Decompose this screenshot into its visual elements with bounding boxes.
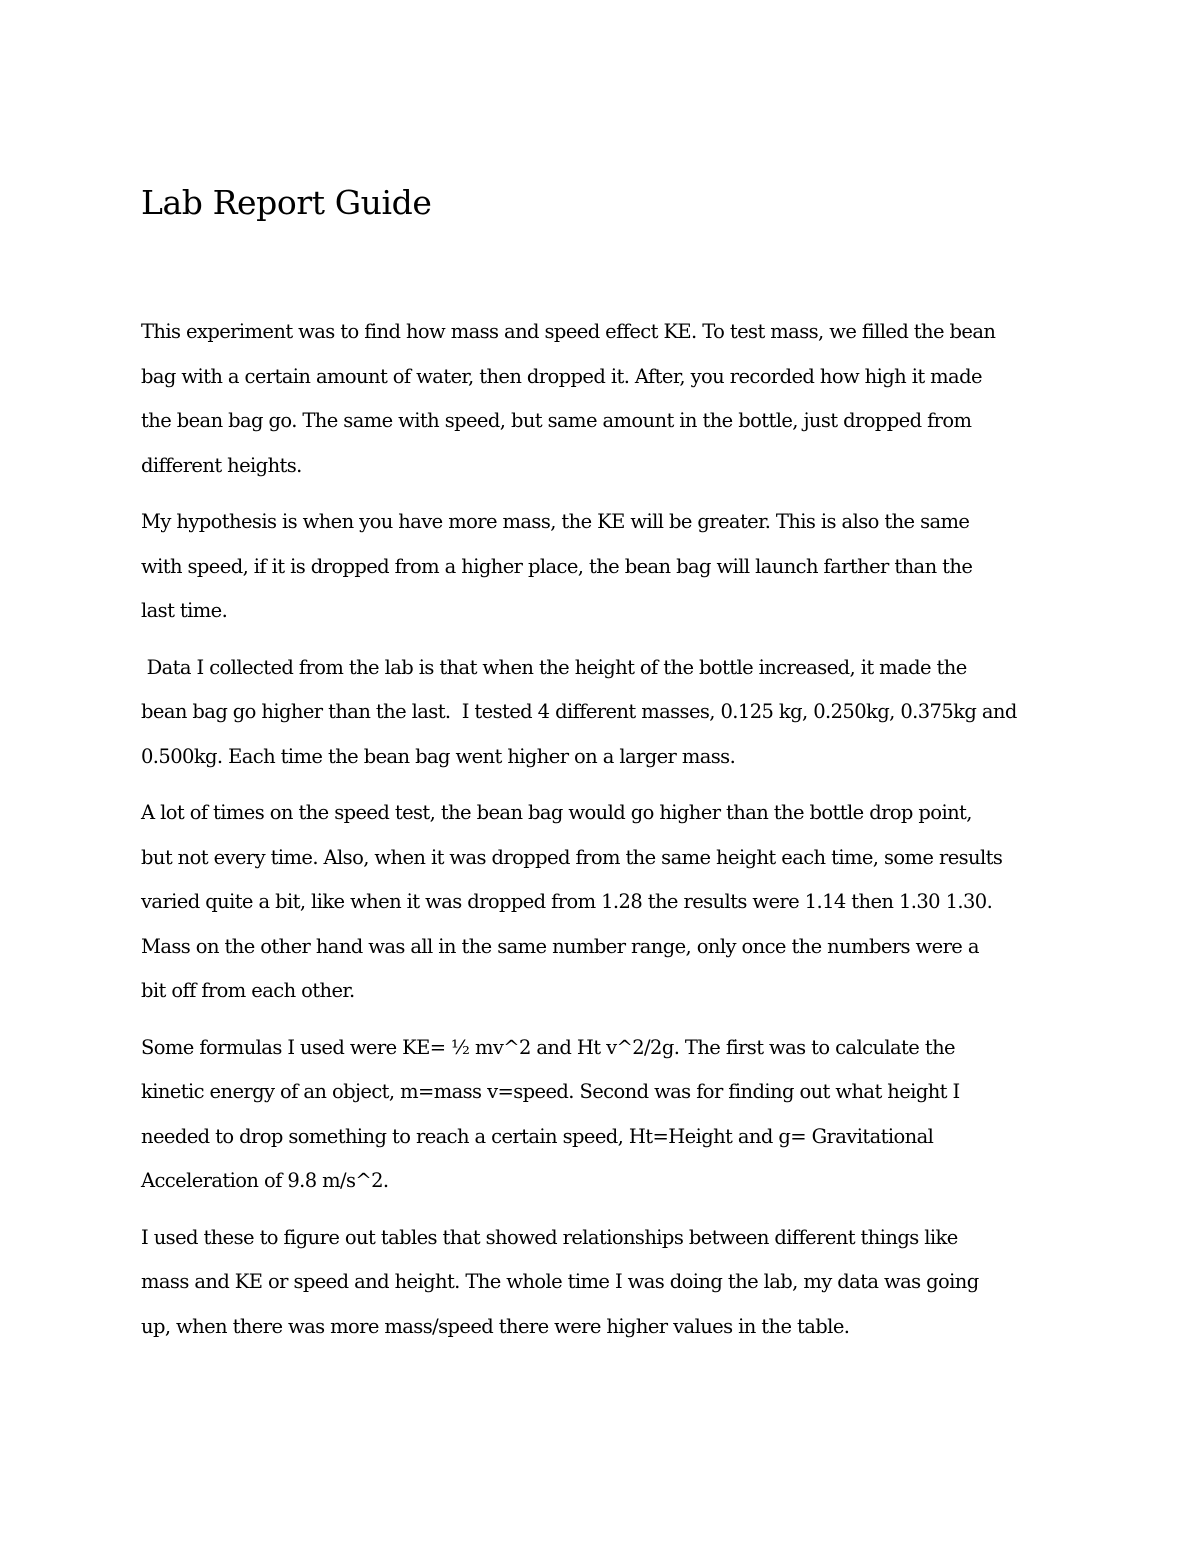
paragraph-data: [141, 646, 1071, 780]
paragraph-line: varied quite a bit, like when it was dropped from 1.28 the results were 1.14 then 1.30 1.30.: [141, 890, 993, 913]
document-body: [141, 310, 1071, 1361]
paragraph-purpose: [141, 310, 1071, 488]
paragraph-line: bean bag go higher than the last. I tested 4 different masses, 0.125 kg, 0.250kg, 0.375kg and: [141, 700, 1017, 723]
paragraph-line: last time.: [141, 599, 228, 622]
paragraph-line: This experiment was to find how mass and speed effect KE. To test mass, we filled the bean: [141, 320, 996, 343]
paragraph-line: bit off from each other.: [141, 979, 355, 1002]
paragraph-conclusion: [141, 1216, 1071, 1350]
paragraph-hypothesis: [141, 500, 1071, 634]
paragraph-line: with speed, if it is dropped from a higher place, the bean bag will launch farther than the: [141, 554, 973, 578]
paragraph-line: different heights.: [141, 453, 302, 477]
paragraph-line: My hypothesis is when you have more mass, the KE will be greater. This is also the same: [141, 510, 970, 533]
paragraph-line: 0.500kg. Each time the bean bag went higher on a larger mass.: [141, 744, 736, 768]
paragraph-line: but not every time. Also, when it was dropped from the same height each time, some results: [141, 845, 1003, 869]
paragraph-line: Mass on the other hand was all in the same number range, only once the numbers were a: [141, 934, 979, 958]
paragraph-line: bag with a certain amount of water, then dropped it. After, you recorded how high it made: [141, 364, 982, 388]
paragraph-line: the bean bag go. The same with speed, but same amount in the bottle, just dropped from: [141, 409, 972, 432]
paragraph-line: Data I collected from the lab is that when the height of the bottle increased, it made the: [141, 655, 967, 679]
paragraph-line: Acceleration of 9.8 m/s^2.: [141, 1169, 389, 1192]
paragraph-formulas: [141, 1026, 1071, 1204]
paragraph-line: A lot of times on the speed test, the bean bag would go higher than the bottle drop point,: [141, 801, 972, 824]
paragraph-line: up, when there was more mass/speed there were higher values in the table.: [141, 1314, 850, 1338]
paragraph-line: I used these to figure out tables that showed relationships between different things like: [141, 1225, 958, 1249]
paragraph-line: mass and KE or speed and height. The whole time I was doing the lab, my data was going: [141, 1270, 979, 1293]
paragraph-line: needed to drop something to reach a certain speed, Ht=Height and g= Gravitational: [141, 1124, 934, 1148]
document-title: Lab Report Guide: [141, 183, 432, 222]
paragraph-observations: [141, 791, 1071, 1014]
paragraph-line: kinetic energy of an object, m=mass v=speed. Second was for finding out what height I: [141, 1080, 960, 1103]
paragraph-line: Some formulas I used were KE= ½ mv^2 and Ht v^2/2g. The first was to calculate the: [141, 1035, 955, 1059]
